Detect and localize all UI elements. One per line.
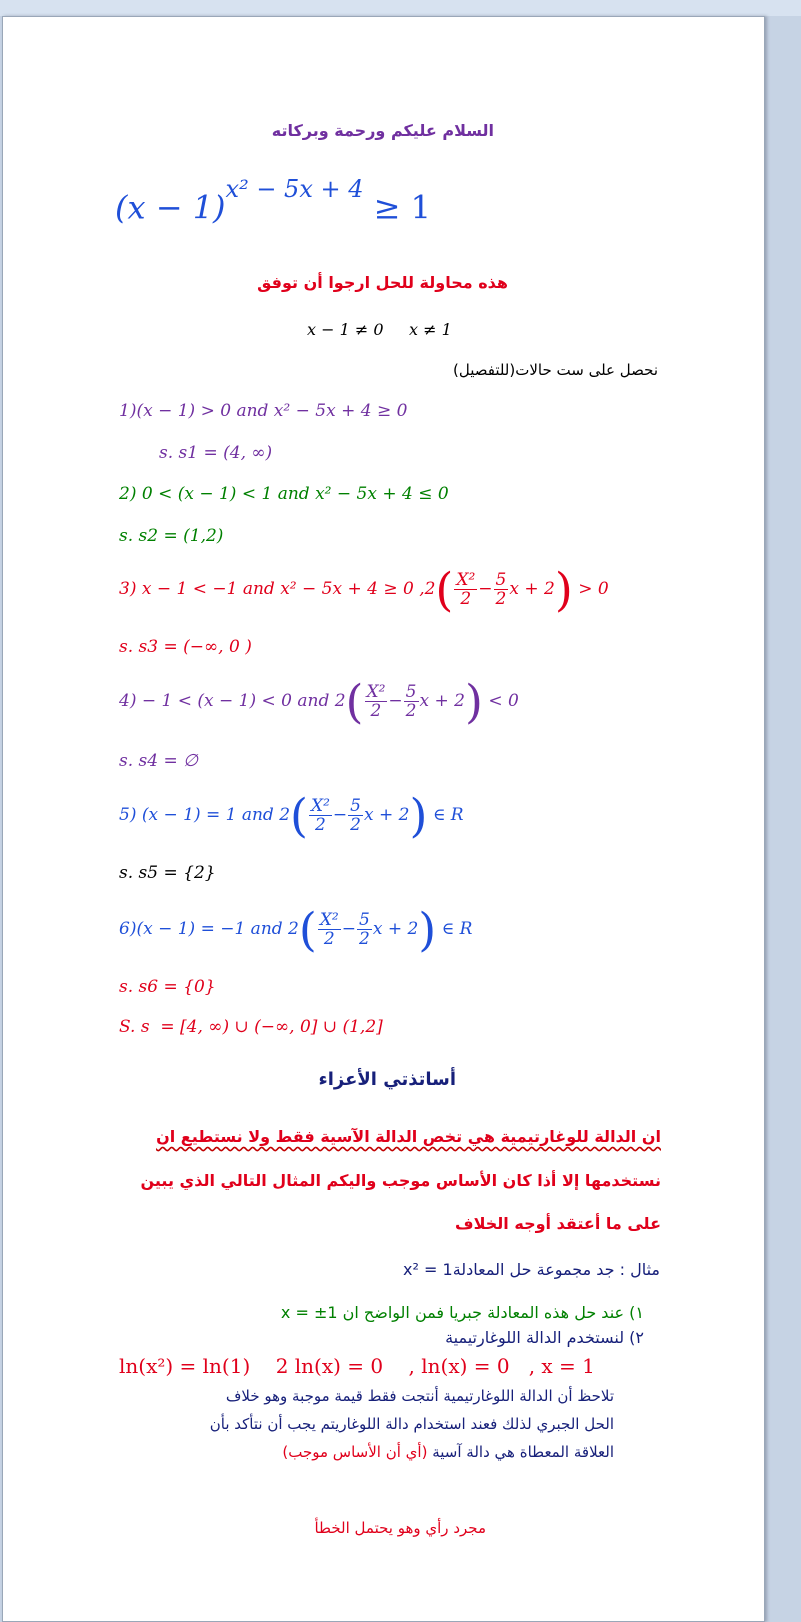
fraction-x2-over-2: $\frac{\text{X²}}{2}$ <box>310 796 330 835</box>
fraction-x2-over-2: $\frac{\text{X²}}{2}$ <box>319 910 339 949</box>
paren-close: ) <box>464 674 483 729</box>
six-cases-intro: نحصل على ست حالات(للتفصيل) <box>452 361 658 379</box>
attempt-title: هذه محاولة للحل ارجوا أن توفق <box>257 273 508 292</box>
document-page <box>2 16 765 1622</box>
case-4-text: 4) − 1 < (x − 1) < 0 and 2 <box>119 691 346 711</box>
paren-open: ( <box>298 902 317 957</box>
case-3: 3) x − 1 < −1 and x² − 5x + 4 ≥ 0 ,2( $\frac{\text{X²}}{2}$ − $\frac{5}{2}$ x + 2) > 0 <box>119 562 609 617</box>
case-4: 4) − 1 < (x − 1) < 0 and 2( $\frac{\text{X²}}{2}$ − $\frac{5}{2}$ x + 2) < 0 <box>119 674 519 729</box>
case-3-solution: s. s3 = (−∞, 0 ) <box>119 637 252 657</box>
case-4-solution: s. s4 = ∅ <box>119 751 198 771</box>
fraction-5-over-2: $\frac{5}{2}$ <box>350 796 361 835</box>
remark-line-1: تلاحظ أن الدالة اللوغارتيمية أنتجت فقط قيمة موجبة وهو خلاف <box>225 1387 614 1405</box>
fraction-5-over-2: $\frac{5}{2}$ <box>495 570 507 609</box>
remark-line-2: الحل الجبري لذلك فعند استخدام دالة اللوغاريتم يجب أن نتأكد بأن <box>209 1415 614 1433</box>
paren-close: ) <box>554 562 573 617</box>
example-line: مثال : جد مجموعة حل المعادلة1 = x² <box>403 1260 660 1279</box>
case-2: 2) 0 < (x − 1) < 1 and x² − 5x + 4 ≤ 0 <box>119 484 449 504</box>
final-solution-set: S. s = [4, ∞) ∪ (−∞, 0] ∪ (1,2] <box>119 1017 383 1037</box>
case-5-solution: s. s5 = {2} <box>119 863 216 883</box>
paren-close: ) <box>418 902 437 957</box>
window-top-strip <box>0 0 801 16</box>
note-line-2: نستخدمها إلا أذا كان الأساس موجب واليكم المثال التالي الذي يبين <box>140 1171 661 1190</box>
case-3-text: 3) x − 1 < −1 and x² − 5x + 4 ≥ 0 ,2 <box>119 579 436 599</box>
fraction-5-over-2: $\frac{5}{2}$ <box>405 682 417 721</box>
fraction-x2-over-2: $\frac{\text{X²}}{2}$ <box>366 682 386 721</box>
fraction-x2-over-2: $\frac{\text{X²}}{2}$ <box>456 570 476 609</box>
teachers-heading: أساتذتي الأعزاء <box>318 1069 456 1090</box>
closing-note: مجرد رأي وهو يحتمل الخطأ <box>314 1519 486 1537</box>
inequality-base: (x − 1) <box>115 188 226 227</box>
fraction-5-over-2: $\frac{5}{2}$ <box>359 910 370 949</box>
case-6: 6)(x − 1) = −1 and 2( $\frac{\text{X²}}{2}$ − $\frac{5}{2}$ x + 2) ∈ R <box>119 902 473 957</box>
inequality-exponent: x² − 5x + 4 <box>225 175 364 203</box>
step-2: ٢) لنستخدم الدالة اللوغارتيمية <box>445 1328 644 1347</box>
remark-line-3: العلاقة المعطاة هي دالة آسية (أي أن الأساس موجب) <box>282 1443 614 1461</box>
case-1: 1)(x − 1) > 0 and x² − 5x + 4 ≥ 0 <box>119 401 408 421</box>
step-1: ١) عند حل هذه المعادلة جبريا فمن الواضح ان 1± = x <box>280 1303 644 1322</box>
paren-close: ) <box>409 788 428 843</box>
greeting: السلام عليكم ورحمة وبركاته <box>271 121 494 140</box>
domain-conditions: x − 1 ≠ 0 x ≠ 1 <box>307 320 452 339</box>
note-line-3: على ما أعتقد أوجه الخلاف <box>455 1214 661 1233</box>
case-6-text: 6)(x − 1) = −1 and 2 <box>119 919 299 939</box>
remark-positive-base: (أي أن الأساس موجب) <box>282 1443 428 1461</box>
note-line-1: ان الدالة للوغارتيمية هي تخص الدالة الآسية فقط ولا نستطيع ان <box>156 1127 661 1146</box>
inequality-relation: ≥ 1 <box>373 188 432 227</box>
case-5-text: 5) (x − 1) = 1 and 2 <box>119 805 291 825</box>
case-1-solution: s. s1 = (4, ∞) <box>159 443 273 463</box>
paren-open: ( <box>345 674 364 729</box>
main-inequality <box>115 175 432 227</box>
paren-open: ( <box>435 562 454 617</box>
log-equation-line: ln(x²) = ln(1) 2 ln(x) = 0 , ln(x) = 0 , x = 1 <box>119 1354 595 1378</box>
case-5: 5) (x − 1) = 1 and 2( $\frac{\text{X²}}{2}$ − $\frac{5}{2}$ x + 2) ∈ R <box>119 788 464 843</box>
case-2-solution: s. s2 = (1,2) <box>119 526 224 546</box>
paren-open: ( <box>290 788 308 843</box>
case-6-solution: s. s6 = {0} <box>119 977 216 997</box>
